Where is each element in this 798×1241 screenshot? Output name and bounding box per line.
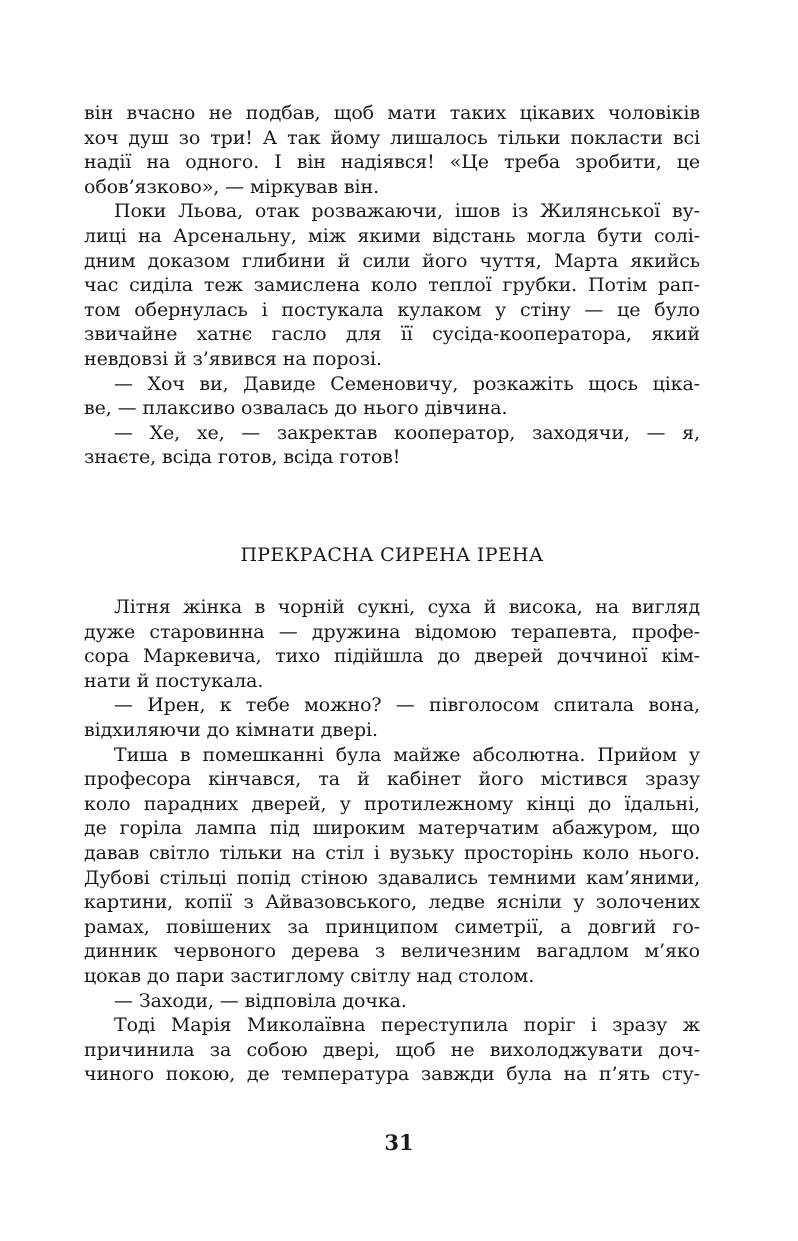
paragraph: [84, 372, 700, 421]
text-block-bottom: [84, 595, 700, 1087]
paragraph: [84, 199, 700, 371]
text-line: чиного покою, де температура завжди була на п’ять сту-: [84, 1063, 700, 1086]
paragraph: [84, 1013, 700, 1087]
text-line: Тоді Марія Миколаївна переступила поріг і зразу ж: [114, 1014, 700, 1037]
paragraph: [84, 101, 700, 199]
text-line: знаєте, всіда готов, всіда готов!: [84, 446, 401, 469]
text-line: картини, копії з Айвазовського, ледве ясніли у золочених: [84, 891, 700, 914]
text-line: сора Маркевича, тихо підійшла до дверей доччиної кім-: [84, 645, 700, 668]
text-line: Поки Льова, отак розважаючи, ішов із Жилянської ву-: [114, 200, 700, 223]
text-line: надії на одного. І він надіявся! «Це треба зробити, це: [84, 151, 700, 174]
text-line: — Хе, хе, — закректав кооператор, заходячи, — я,: [114, 421, 700, 444]
text-line: він вчасно не подбав, щоб мати таких цікавих чоловіків: [84, 102, 700, 124]
text-line: Дубові стільці попід стіною здавались темними кам’яними,: [84, 866, 700, 889]
text-line: давав світло тільки на стіл і вузьку просторінь коло нього.: [84, 841, 700, 864]
text-line: — Ирен, к тебе можно? — півголосом спитала вона,: [114, 694, 700, 717]
text-line: — Заходи, — відповіла дочка.: [114, 989, 407, 1012]
paragraph: [84, 989, 700, 1014]
text-line: том обернулась і постукала кулаком у стіну — це було: [84, 298, 700, 321]
text-line: причинила за собою двері, щоб не вихолоджувати доч-: [84, 1038, 700, 1061]
text-line: Тиша в помешканні була майже абсолютна. Прийом у: [114, 743, 700, 766]
text-line: Літня жінка в чорній сукні, суха й висока, на вигляд: [114, 596, 700, 618]
paragraph: [84, 421, 700, 470]
text-line: ве, — плаксиво озвалась до нього дівчина.: [84, 397, 508, 420]
text-line: час сиділа теж замислена коло теплої грубки. Потім рап-: [84, 274, 700, 297]
text-line: динник червоного дерева з величезним вагадлом м’яко: [84, 940, 700, 963]
text-line: відхиляючи до кімнати двері.: [84, 718, 378, 741]
text-line: — Хоч ви, Давиде Семеновичу, розкажіть щось ціка-: [114, 372, 700, 395]
text-line: невдовзі й з’явився на порозі.: [84, 347, 382, 370]
text-block-top: [84, 101, 700, 470]
text-line: де горіла лампа під широким матерчатим абажуром, що: [84, 817, 700, 840]
page-number: 31: [384, 1130, 414, 1155]
text-line: професора кінчався, та й кабінет його містився зразу: [84, 768, 700, 791]
text-line: рамах, повішених за принципом симетрії, а довгий го-: [84, 915, 700, 938]
paragraph: [84, 595, 700, 693]
text-line: звичайне хатнє гасло для її сусіда-кооператора, який: [84, 323, 700, 346]
text-line: дуже старовинна — дружина відомою терапевта, профе-: [84, 620, 700, 643]
text-line: коло парадних дверей, у протилежному кінці до їдальні,: [84, 792, 700, 815]
text-line: лиці на Арсенальну, між якими відстань могла бути солі-: [84, 224, 700, 247]
text-line: цокав до пари застиглому світлу над столом.: [84, 964, 535, 987]
text-line: нати й постукала.: [84, 669, 264, 692]
chapter-heading: ПРЕКРАСНА СИРЕНА ІРЕНА: [240, 544, 544, 566]
text-line: хоч душ зо три! А так йому лишалось тільки покласти всі: [84, 126, 700, 149]
text-line: дним доказом глибини й сили його чуття, Марта якийсь: [84, 249, 700, 272]
paragraph: [84, 693, 700, 742]
text-line: обов’язково», — міркував він.: [84, 175, 380, 198]
paragraph: [84, 743, 700, 989]
